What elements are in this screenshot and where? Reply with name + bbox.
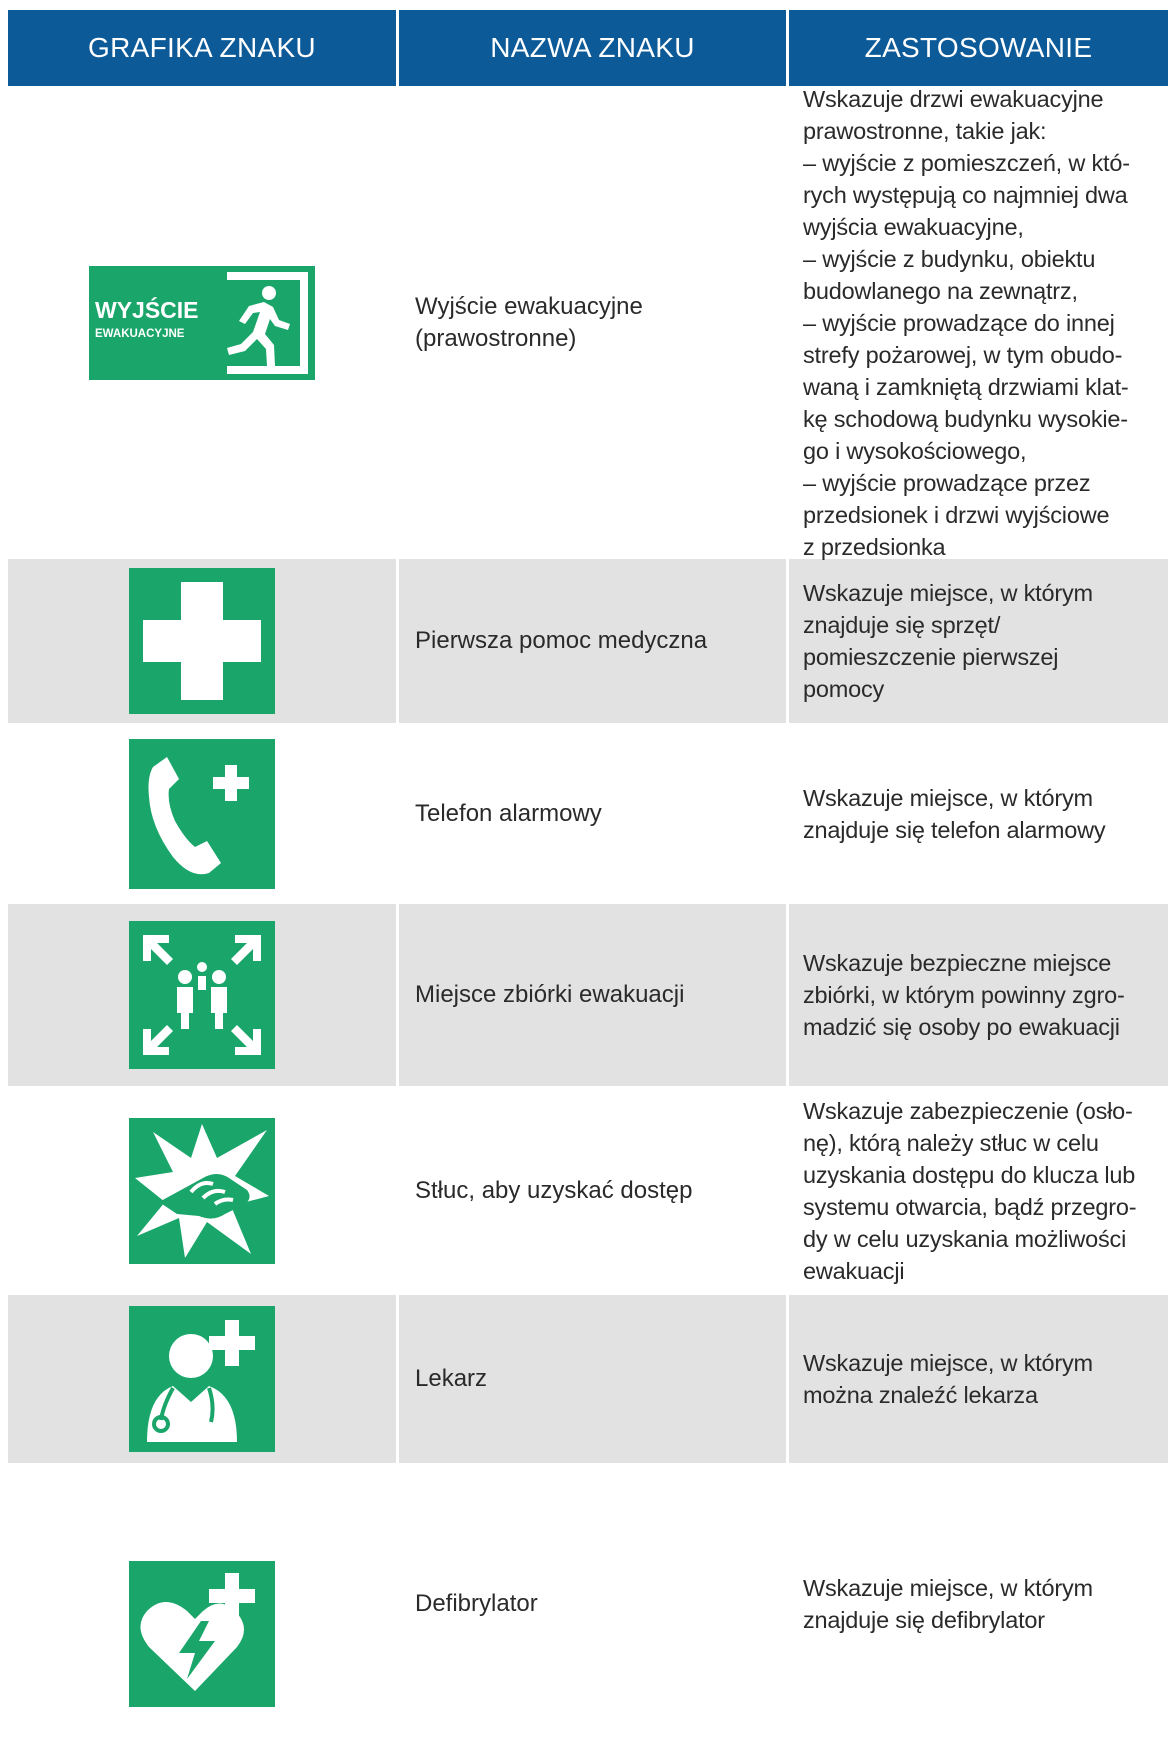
- sign-usage: Wskazuje bezpieczne miejsce zbiórki, w którym powinny zgro- madzić się osoby po ewakuacji: [786, 904, 1168, 1086]
- table-row: [8, 1463, 1168, 1744]
- sign-cell: [8, 86, 396, 559]
- doctor-icon: [129, 1306, 275, 1452]
- sign-usage: Wskazuje miejsce, w którym można znaleźć lekarza: [786, 1295, 1168, 1463]
- signs-table: [8, 10, 1168, 1744]
- defibrillator-icon: [129, 1561, 275, 1707]
- sign-name: Wyjście ewakuacyjne (prawostronne): [396, 86, 786, 559]
- sign-usage: Wskazuje zabezpieczenie (osło- nę), którą należy stłuc w celu uzyskania dostępu do klucza lub systemu otwarcia, bądź przegro- dy w celu uzyskania możliwości ewakuacji: [786, 1086, 1168, 1295]
- table-row: [8, 723, 1168, 904]
- exit-sign-line1: WYJŚCIE: [95, 296, 199, 323]
- sign-usage: Wskazuje miejsce, w którym znajduje się telefon alarmowy: [786, 723, 1168, 904]
- assembly-point-icon: [129, 921, 275, 1069]
- table-row: [8, 86, 1168, 559]
- table-row: [8, 904, 1168, 1086]
- break-to-access-icon: [129, 1118, 275, 1264]
- sign-usage: Wskazuje miejsce, w którym znajduje się defibrylator: [786, 1463, 1168, 1744]
- sign-cell: [8, 1295, 396, 1463]
- sign-cell: [8, 1463, 396, 1744]
- sign-cell: [8, 559, 396, 723]
- first-aid-cross-icon: [129, 568, 275, 714]
- sign-cell: [8, 723, 396, 904]
- sign-name: Miejsce zbiórki ewakuacji: [396, 904, 786, 1086]
- sign-cell: [8, 1086, 396, 1295]
- sign-name: Pierwsza pomoc medyczna: [396, 559, 786, 723]
- header-grafika: GRAFIKA ZNAKU: [8, 10, 396, 86]
- sign-usage: Wskazuje drzwi ewakuacyjne prawostronne, takie jak: – wyjście z pomieszczeń, w któ- rych występują co najmniej dwa wyjścia ewakuacyjne, – wyjście z budynku, obiektu budowlanego na zewnątrz, – wyjście prowadzące do innej strefy pożarowej, w tym obudo- waną i zamkniętą drzwiami klat- kę schodową budynku wysokie- go i wysokościowego, – wyjście prowadzące przez przedsionek i drzwi wyjściowe z przedsionka: [786, 86, 1168, 559]
- table-row: [8, 1086, 1168, 1295]
- sign-name: Stłuc, aby uzyskać dostęp: [396, 1086, 786, 1295]
- emergency-phone-icon: [129, 739, 275, 889]
- table-row: [8, 1295, 1168, 1463]
- emergency-exit-right-icon: [89, 266, 315, 380]
- sign-name: Lekarz: [396, 1295, 786, 1463]
- header-nazwa: NAZWA ZNAKU: [396, 10, 786, 86]
- header-zastosowanie: ZASTOSOWANIE: [786, 10, 1168, 86]
- sign-name: Telefon alarmowy: [396, 723, 786, 904]
- table-header: [8, 10, 1168, 86]
- table-row: [8, 559, 1168, 723]
- sign-usage: Wskazuje miejsce, w którym znajduje się sprzęt/ pomieszczenie pierwszej pomocy: [786, 559, 1168, 723]
- sign-cell: [8, 904, 396, 1086]
- exit-sign-line2: EWAKUACYJNE: [95, 327, 185, 340]
- sign-name: Defibrylator: [396, 1463, 786, 1744]
